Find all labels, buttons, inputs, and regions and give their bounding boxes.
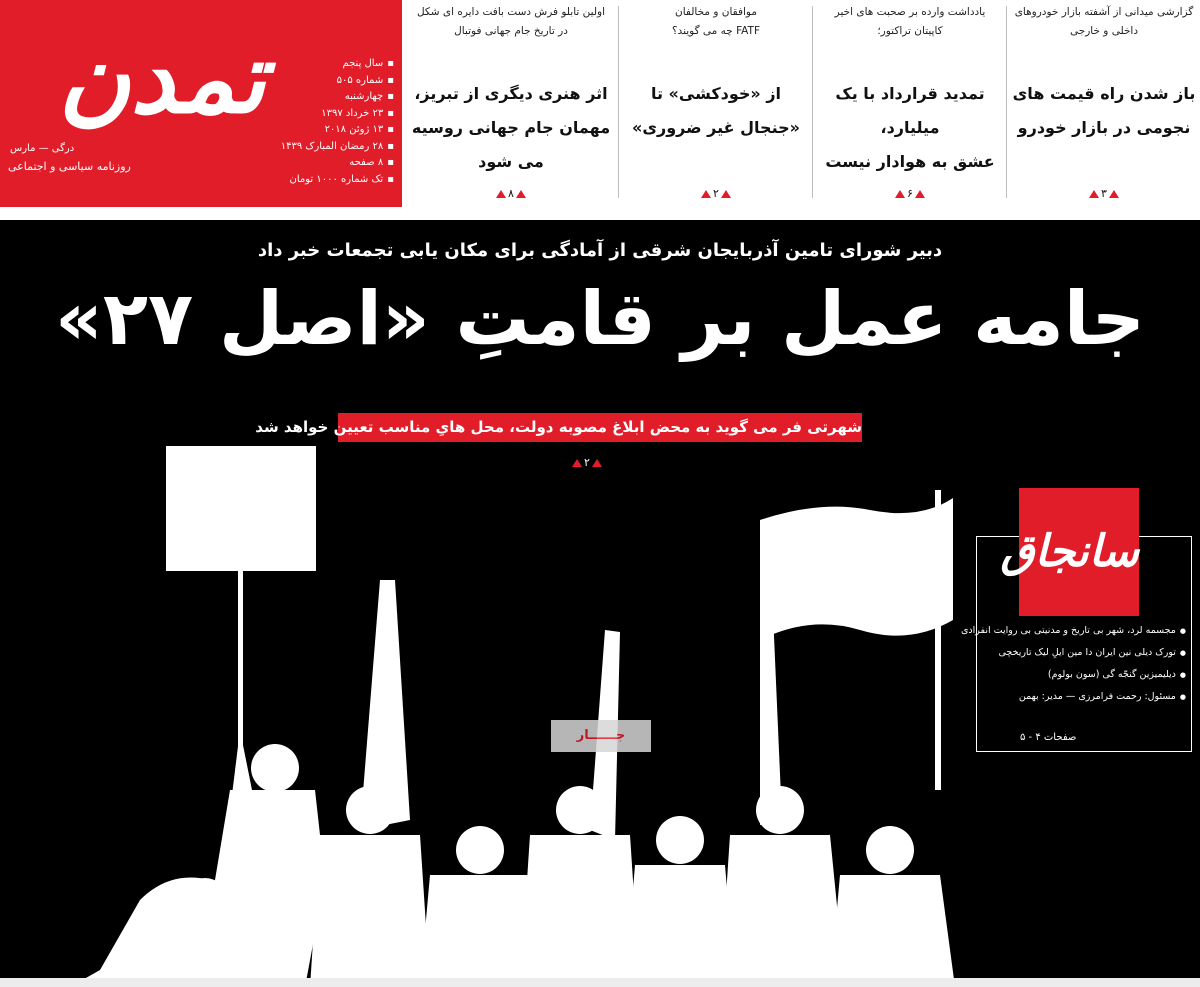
issue-info [280,56,394,188]
arrow-icon [915,190,925,198]
teaser-headline[interactable]: باز شدن راه قیمت های نجومی در بازار خودرو [1012,84,1196,137]
teaser-page-ref: ۶ [814,187,1006,200]
main-surtitle: دبیر شورای تامین آذربایجان شرقی از آمادگی برای مکان یابی تجمعات خبر داد [257,240,943,261]
main-page-ref: ۲ [570,456,604,469]
teaser-kicker: یادداشت وارده بر صحبت های اخیر کاپیتان تراکتور؛ [834,6,986,37]
flag [760,498,953,730]
issue-date-lunar: ▪ ۲۸ رمضان المبارک ۱۴۳۹ [284,139,394,156]
teaser-fatf[interactable] [620,0,812,200]
arrow-icon [1109,190,1119,198]
newspaper-logo[interactable] [6,4,318,154]
watermark-stamp: جــــــار [551,720,651,752]
logo-text: تمدن [58,21,266,136]
issue-year: ▪ سال پنجم [284,56,394,73]
teaser-page-ref: ۸ [406,187,616,200]
supplement-item: ● مسئول: رحمت فرامرزی — مدیر: بهمن [982,686,1186,708]
issue-price: ▪ تک شماره ۱۰۰۰ تومان [284,172,394,189]
teaser-headline[interactable]: از «خودکشی» تا «جنجال غیر ضروری» [632,84,800,137]
arrow-icon [496,190,506,198]
arrow-icon [895,190,905,198]
teaser-kicker: اولین تابلو فرش دست بافت دایره ای شکل در تاریخ جام جهانی فوتبال [416,6,605,37]
arrow-icon [516,190,526,198]
flag-pole [935,490,941,790]
teaser-kicker: گزارشی میدانی از آشفته بازار خودروهای داخلی و خارجی [1014,6,1194,37]
placard-pole [238,571,243,751]
column-divider [812,6,813,198]
bottom-strip [0,978,1200,987]
teaser-page-ref: ۲ [620,187,812,200]
logo-tagline: درگی — مارس [10,143,75,154]
supplement-logo[interactable]: سانجاق [1019,488,1139,616]
supplement-pages: صفحات ۴ - ۵ [1020,732,1077,743]
teaser-kicker: موافقان و مخالفان FATF چه می گویند؟ [671,6,760,37]
teaser-carpet[interactable] [406,0,616,200]
placard-sign [166,446,316,571]
column-divider [618,6,619,198]
protest-crowd-illustration [60,430,980,987]
arrow-icon [701,190,711,198]
teaser-tractor[interactable] [814,0,1006,200]
teaser-headline[interactable]: اثر هنری دیگری از تبریز، مهمان جام جهانی روسیه می شود [411,84,611,171]
arrow-icon [721,190,731,198]
main-headline[interactable]: جامه عمل بر قامتِ «اصل ۲۷» [55,276,1145,362]
supplement-item: ● مجسمه لرد، شهر بی تاریخ و مدنیتی بی روایت انفرادی [982,620,1186,642]
supplement-contents [961,620,1186,708]
newspaper-subtitle: روزنامه سیاسی و اجتماعی [8,160,131,173]
issue-number: ▪ شماره ۵۰۵ [284,73,394,90]
teaser-car-market[interactable] [1008,0,1200,200]
issue-pages: ▪ ۸ صفحه [284,155,394,172]
teaser-headline[interactable]: تمدید قرارداد با یک میلیارد، عشق به هوادار نیست [825,84,995,171]
masthead [0,0,402,207]
issue-weekday: ▪ چهارشنبه [284,89,394,106]
column-divider [1006,6,1007,198]
teaser-page-ref: ۳ [1008,187,1200,200]
issue-date-gregorian: ▪ ۱۳ ژوئن ۲۰۱۸ [284,122,394,139]
supplement-item: ● تورک دیلی نین ایران دا مین ایلِ لیک تاریخچی [982,642,1186,664]
issue-date-persian: ▪ ۲۳ خرداد ۱۳۹۷ [284,106,394,123]
main-lead-band: شهرتی فر می گوید به محض ابلاغ مصوبه دولت، محل هایِ مناسب تعیین خواهد شد [338,413,862,442]
arrow-icon [1089,190,1099,198]
supplement-item: ● دیلیمیزین گنجّه گی (سون بولوم) [982,664,1186,686]
